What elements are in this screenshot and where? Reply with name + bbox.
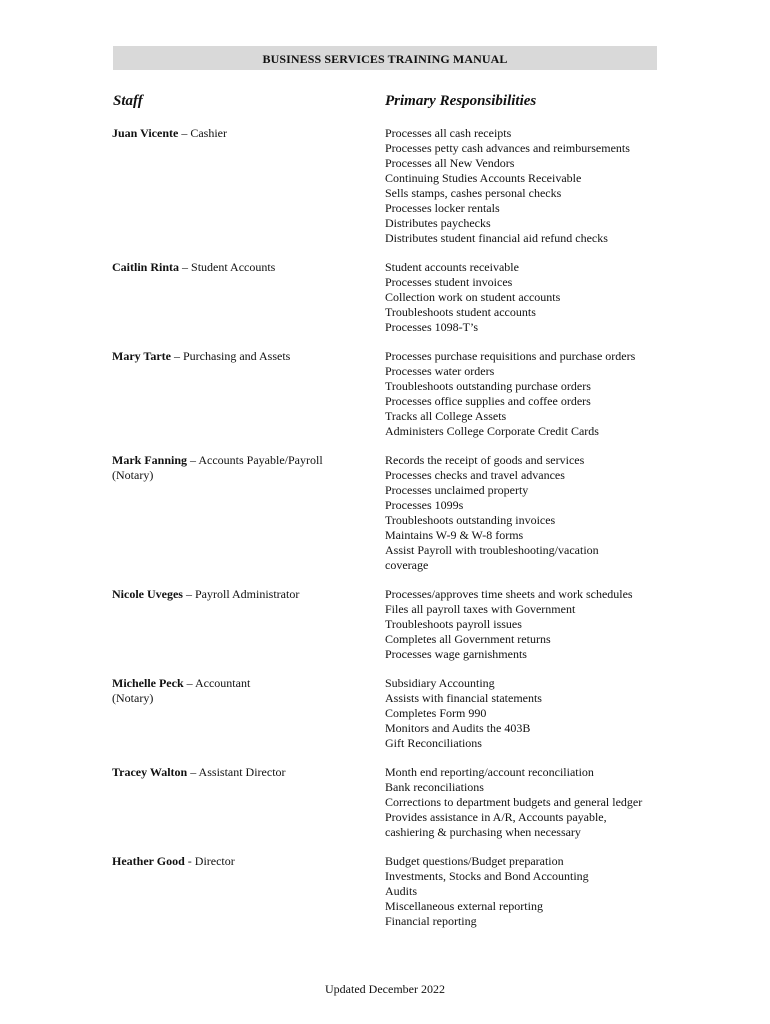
footer-updated-date: Updated December 2022 xyxy=(325,982,445,996)
responsibility-item: Processes purchase requisitions and purchase orders xyxy=(385,349,636,363)
staff-role: – Payroll Administrator xyxy=(185,587,300,601)
responsibility-item: Completes all Government returns xyxy=(385,632,551,646)
responsibility-item: Tracks all College Assets xyxy=(385,409,507,423)
manual-title: BUSINESS SERVICES TRAINING MANUAL xyxy=(262,52,508,66)
responsibility-item: Maintains W-9 & W-8 forms xyxy=(385,528,524,542)
responsibility-item: Investments, Stocks and Bond Accounting xyxy=(385,869,589,883)
responsibility-item: Troubleshoots outstanding invoices xyxy=(385,513,556,527)
responsibility-item: Corrections to department budgets and general ledger xyxy=(385,795,643,809)
responsibility-list xyxy=(385,126,670,246)
staff-cell xyxy=(112,854,374,869)
responsibility-item: Processes/approves time sheets and work schedules xyxy=(385,587,633,601)
responsibility-item: Financial reporting xyxy=(385,914,477,928)
responsibility-item: Assists with financial statements xyxy=(385,691,542,705)
responsibility-item: cashiering & purchasing when necessary xyxy=(385,825,581,839)
staff-note: (Notary) xyxy=(112,691,154,705)
staff-name: Michelle Peck xyxy=(112,676,184,690)
responsibility-item: Sells stamps, cashes personal checks xyxy=(385,186,562,200)
staff-role: – Accountant xyxy=(186,676,251,690)
responsibility-item: Processes wage garnishments xyxy=(385,647,527,661)
staff-cell xyxy=(112,126,374,141)
responsibility-list xyxy=(385,854,670,929)
responsibility-list xyxy=(385,587,670,662)
responsibility-item: Processes office supplies and coffee orders xyxy=(385,394,591,408)
responsibility-item: Budget questions/Budget preparation xyxy=(385,854,564,868)
staff-cell xyxy=(112,587,374,602)
responsibility-list xyxy=(385,765,670,840)
responsibility-item: Processes unclaimed property xyxy=(385,483,529,497)
responsibility-item: Records the receipt of goods and services xyxy=(385,453,585,467)
responsibility-item: Processes petty cash advances and reimbursements xyxy=(385,141,630,155)
staff-name: Mary Tarte xyxy=(112,349,171,363)
responsibility-item: Completes Form 990 xyxy=(385,706,487,720)
staff-role: – Cashier xyxy=(181,126,227,140)
responsibility-item: Distributes student financial aid refund checks xyxy=(385,231,608,245)
responsibility-item: Troubleshoots payroll issues xyxy=(385,617,522,631)
staff-cell xyxy=(112,453,374,483)
responsibility-item: Processes 1099s xyxy=(385,498,464,512)
staff-note: (Notary) xyxy=(112,468,154,482)
responsibility-item: Collection work on student accounts xyxy=(385,290,561,304)
staff-role: – Student Accounts xyxy=(182,260,276,274)
staff-name: Nicole Uveges xyxy=(112,587,183,601)
staff-column-heading: Staff xyxy=(113,93,143,109)
staff-role: – Assistant Director xyxy=(190,765,286,779)
responsibility-item: Processes checks and travel advances xyxy=(385,468,565,482)
responsibility-item: Distributes paychecks xyxy=(385,216,491,230)
responsibility-item: Provides assistance in A/R, Accounts payable, xyxy=(385,810,607,824)
responsibility-item: Troubleshoots student accounts xyxy=(385,305,536,319)
staff-name: Tracey Walton xyxy=(112,765,188,779)
responsibility-item: Audits xyxy=(385,884,418,898)
responsibility-item: Gift Reconciliations xyxy=(385,736,482,750)
responsibility-item: Student accounts receivable xyxy=(385,260,519,274)
responsibility-item: Administers College Corporate Credit Cards xyxy=(385,424,599,438)
staff-cell xyxy=(112,349,374,364)
staff-role: - Director xyxy=(187,854,235,868)
responsibility-item: Monitors and Audits the 403B xyxy=(385,721,531,735)
manual-title-banner xyxy=(113,46,657,70)
responsibility-list xyxy=(385,453,670,573)
responsibility-item: Miscellaneous external reporting xyxy=(385,899,543,913)
responsibility-item: Bank reconciliations xyxy=(385,780,484,794)
staff-cell xyxy=(112,765,374,780)
responsibility-item: Files all payroll taxes with Government xyxy=(385,602,576,616)
staff-cell xyxy=(112,676,374,706)
responsibilities-column-heading: Primary Responsibilities xyxy=(385,93,537,109)
responsibility-list xyxy=(385,349,670,439)
responsibility-list xyxy=(385,260,670,335)
responsibility-item: Processes 1098-T’s xyxy=(385,320,478,334)
responsibility-item: Continuing Studies Accounts Receivable xyxy=(385,171,582,185)
responsibility-item: Subsidiary Accounting xyxy=(385,676,495,690)
responsibility-item: Assist Payroll with troubleshooting/vacation xyxy=(385,543,599,557)
responsibility-item: coverage xyxy=(385,558,429,572)
responsibility-item: Processes locker rentals xyxy=(385,201,500,215)
staff-cell xyxy=(112,260,374,275)
staff-role: – Accounts Payable/Payroll xyxy=(190,453,323,467)
responsibility-item: Month end reporting/account reconciliation xyxy=(385,765,594,779)
staff-name: Caitlin Rinta xyxy=(112,260,180,274)
responsibility-item: Processes all cash receipts xyxy=(385,126,512,140)
staff-role: – Purchasing and Assets xyxy=(174,349,291,363)
responsibility-item: Processes all New Vendors xyxy=(385,156,515,170)
responsibility-item: Processes student invoices xyxy=(385,275,513,289)
staff-name: Mark Fanning xyxy=(112,453,188,467)
responsibility-list xyxy=(385,676,670,751)
responsibility-item: Troubleshoots outstanding purchase orders xyxy=(385,379,591,393)
staff-name: Juan Vicente xyxy=(112,126,179,140)
responsibility-item: Processes water orders xyxy=(385,364,495,378)
staff-name: Heather Good xyxy=(112,854,185,868)
